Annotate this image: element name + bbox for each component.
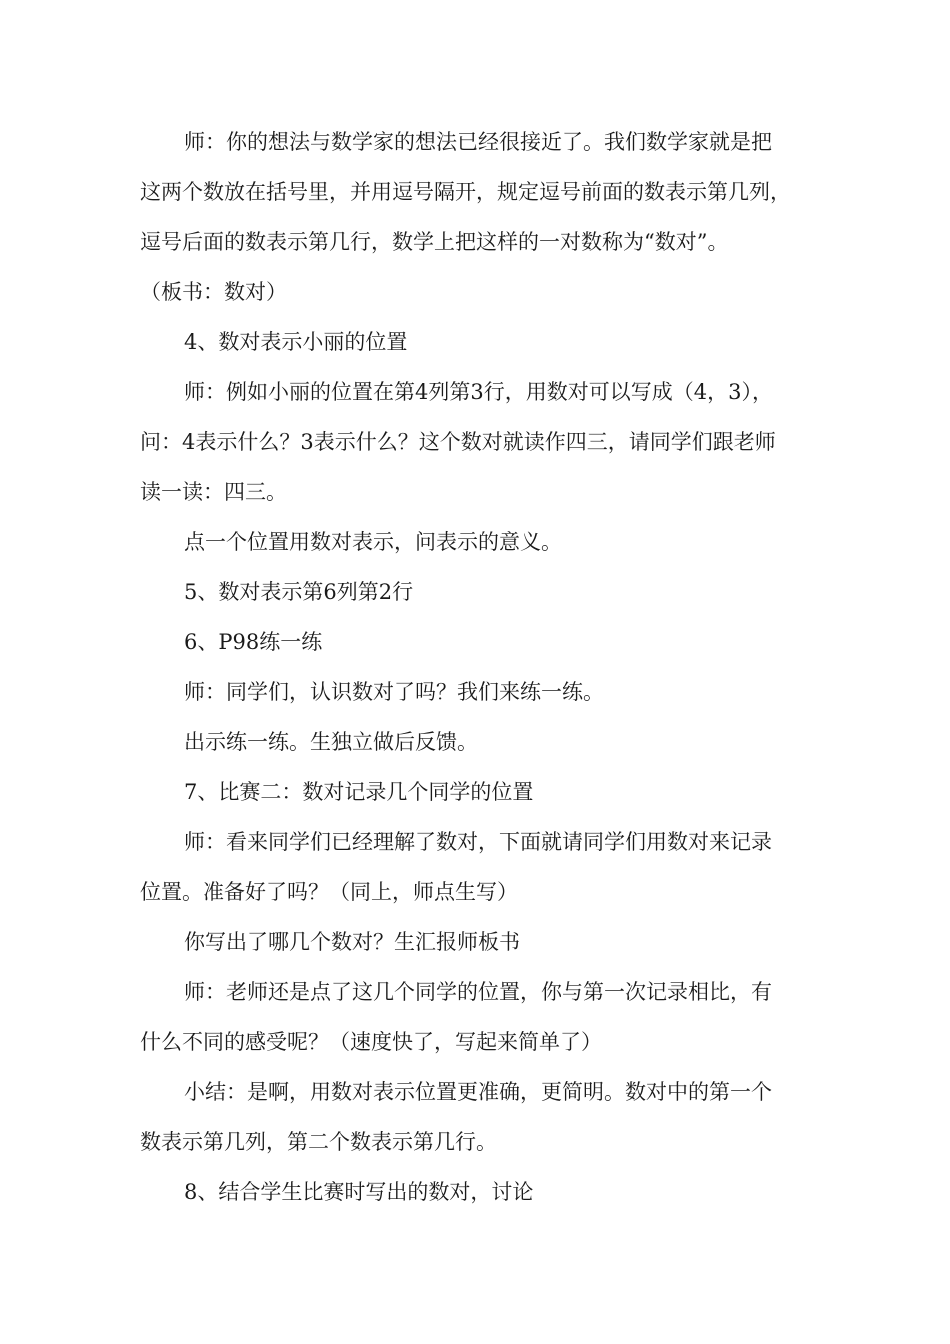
text-line: 这两个数放在括号里，并用逗号隔开，规定逗号前面的数表示第几列， — [140, 180, 791, 204]
text-line: 数表示第几列，第二个数表示第几行。 — [140, 1130, 497, 1154]
paragraph-practice-intro — [140, 667, 830, 717]
paragraph-summary — [140, 1067, 830, 1167]
section-heading-6 — [140, 617, 830, 667]
paragraph-practice-feedback — [140, 717, 830, 767]
text-line: 师：例如小丽的位置在第4列第3行，用数对可以写成（4，3）， — [184, 380, 773, 404]
text-line: 你写出了哪几个数对？生汇报师板书 — [184, 930, 520, 954]
paragraph-compare-records — [140, 967, 830, 1067]
document-body — [140, 117, 830, 1217]
section-heading-7 — [140, 767, 830, 817]
text-line: 逗号后面的数表示第几行，数学上把这样的一对数称为“数对”。 — [140, 230, 729, 254]
section-heading-8 — [140, 1167, 830, 1217]
text-line: 读一读：四三。 — [140, 480, 287, 504]
text-line: 5、数对表示第6列第2行 — [184, 580, 414, 604]
paragraph-teacher-explains-pair — [140, 117, 830, 317]
text-line: 师：你的想法与数学家的想法已经很接近了。我们数学家就是把 — [184, 130, 772, 154]
text-line: 小结：是啊，用数对表示位置更准确，更简明。数对中的第一个 — [184, 1080, 772, 1104]
text-line: 点一个位置用数对表示，问表示的意义。 — [184, 530, 562, 554]
section-heading-5 — [140, 567, 830, 617]
text-line: 7、比赛二：数对记录几个同学的位置 — [184, 780, 534, 804]
text-line: 什么不同的感受呢？（速度快了，写起来简单了） — [140, 1030, 602, 1054]
text-line: 问：4表示什么？3表示什么？这个数对就读作四三，请同学们跟老师 — [140, 430, 776, 454]
text-line: 8、结合学生比赛时写出的数对，讨论 — [184, 1180, 534, 1204]
section-heading-4 — [140, 317, 830, 367]
text-line: 师：同学们，认识数对了吗？我们来练一练。 — [184, 680, 604, 704]
paragraph-point-position — [140, 517, 830, 567]
text-line: 师：看来同学们已经理解了数对，下面就请同学们用数对来记录 — [184, 830, 772, 854]
text-line: 位置。准备好了吗？（同上，师点生写） — [140, 880, 518, 904]
paragraph-record-positions — [140, 817, 830, 917]
paragraph-report-pairs — [140, 917, 830, 967]
text-line: （板书：数对） — [140, 280, 287, 304]
text-line: 4、数对表示小丽的位置 — [184, 330, 408, 354]
text-line: 6、P98练一练 — [184, 630, 323, 654]
text-line: 出示练一练。生独立做后反馈。 — [184, 730, 478, 754]
text-line: 师：老师还是点了这几个同学的位置，你与第一次记录相比，有 — [184, 980, 772, 1004]
paragraph-xiaoli-example — [140, 367, 830, 517]
